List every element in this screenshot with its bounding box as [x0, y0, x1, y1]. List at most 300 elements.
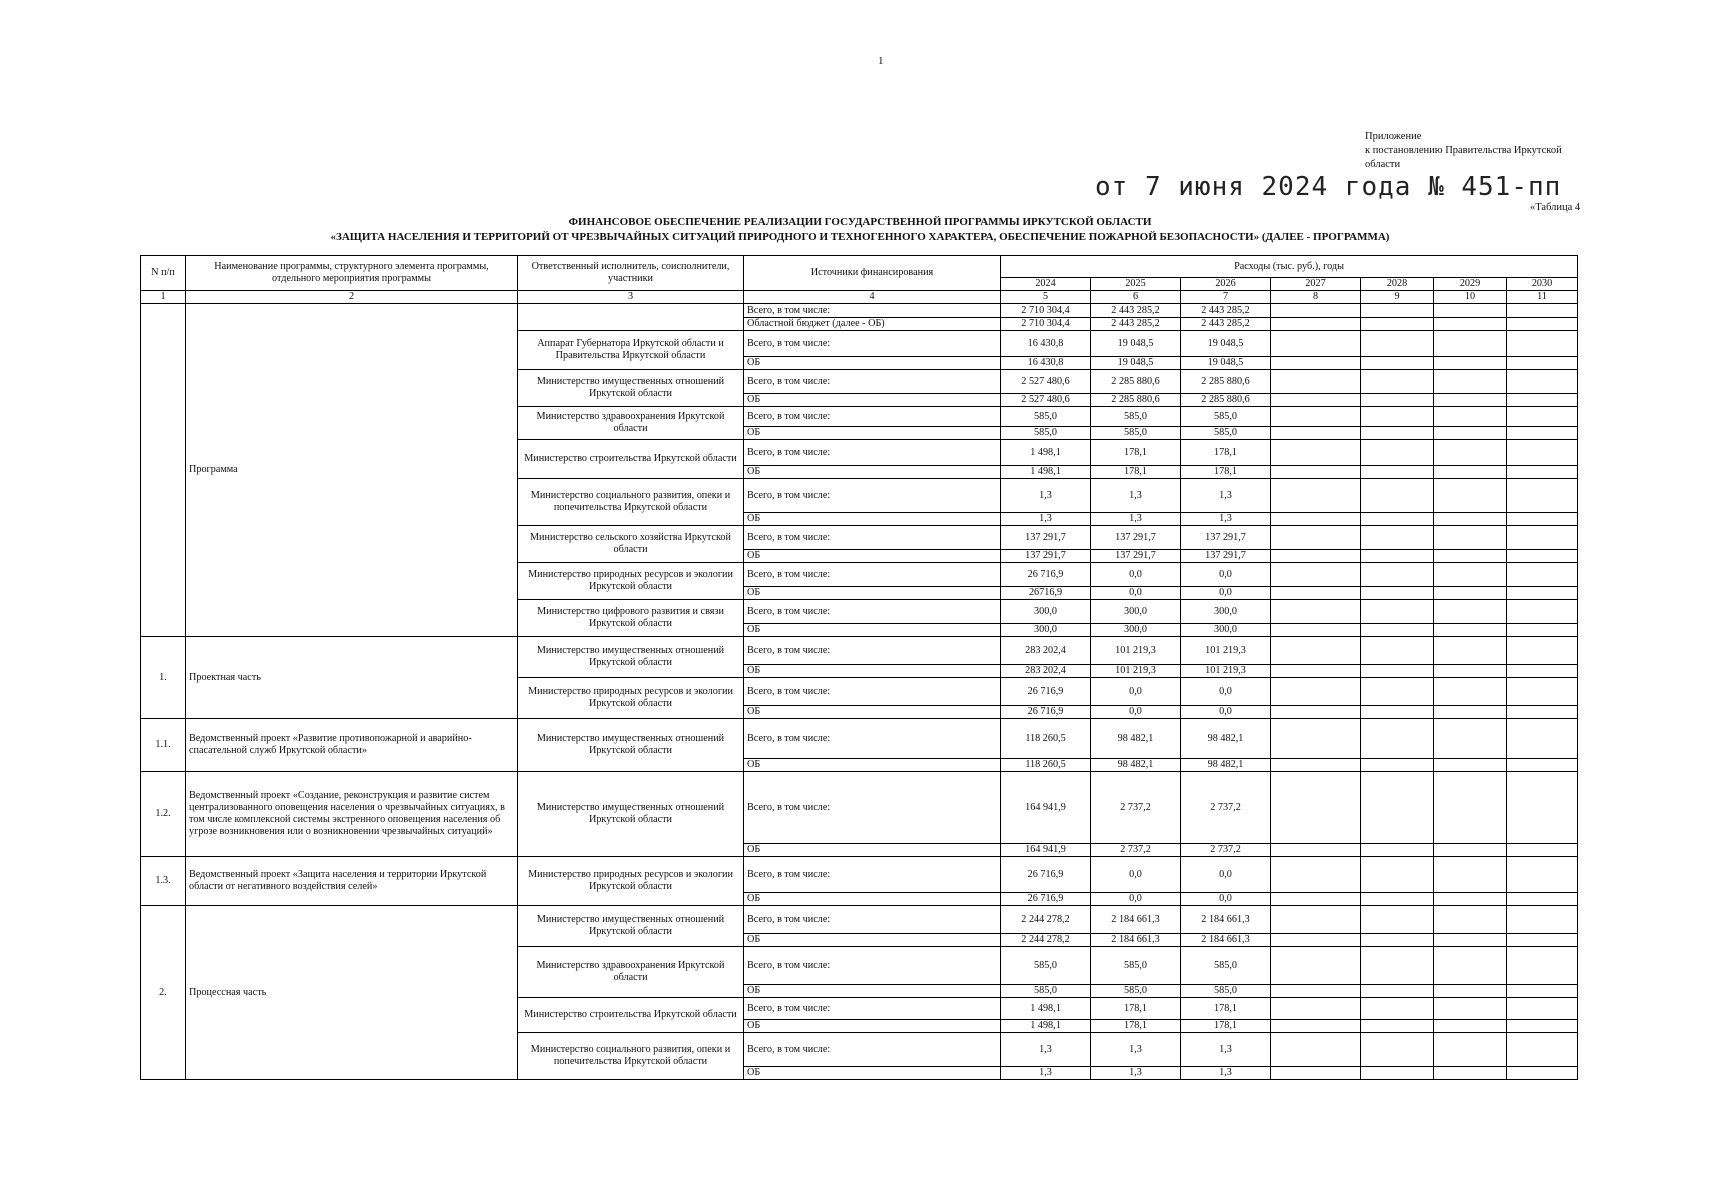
row-source: ОБ [744, 985, 1001, 998]
row-value [1361, 759, 1434, 772]
row-value [1271, 370, 1361, 394]
row-value [1507, 857, 1578, 893]
row-value: 137 291,7 [1181, 550, 1271, 563]
row-value: 19 048,5 [1181, 331, 1271, 357]
row-value [1271, 357, 1361, 370]
row-value [1434, 466, 1507, 479]
row-value [1434, 893, 1507, 906]
row-value: 585,0 [1091, 947, 1181, 985]
row-executor: Министерство сельского хозяйства Иркутской области [518, 526, 744, 563]
row-source: Всего, в том числе: [744, 637, 1001, 665]
row-value [1434, 600, 1507, 624]
row-value [1434, 947, 1507, 985]
row-executor [518, 304, 744, 331]
row-value [1507, 479, 1578, 513]
row-value [1434, 550, 1507, 563]
row-value: 585,0 [1001, 985, 1091, 998]
row-value: 16 430,8 [1001, 331, 1091, 357]
row-value: 137 291,7 [1091, 526, 1181, 550]
row-value [1271, 624, 1361, 637]
row-value [1271, 563, 1361, 587]
row-value: 0,0 [1181, 587, 1271, 600]
row-source: ОБ [744, 587, 1001, 600]
row-executor: Аппарат Губернатора Иркутской области и Правительства Иркутской области [518, 331, 744, 370]
row-source: Всего, в том числе: [744, 906, 1001, 934]
row-value: 178,1 [1091, 998, 1181, 1020]
row-value [1507, 331, 1578, 357]
column-number: 8 [1271, 291, 1361, 304]
row-value: 2 244 278,2 [1001, 934, 1091, 947]
row-value: 2 737,2 [1181, 844, 1271, 857]
row-value [1361, 600, 1434, 624]
row-source: ОБ [744, 550, 1001, 563]
row-value: 0,0 [1091, 678, 1181, 706]
row-value: 2 443 285,2 [1181, 304, 1271, 318]
row-value [1361, 985, 1434, 998]
row-value [1507, 394, 1578, 407]
row-value [1361, 719, 1434, 759]
row-value: 1,3 [1001, 1033, 1091, 1067]
row-executor: Министерство социального развития, опеки и попечительства Иркутской области [518, 1033, 744, 1080]
row-value [1271, 893, 1361, 906]
row-source: Всего, в том числе: [744, 479, 1001, 513]
row-value [1434, 857, 1507, 893]
row-value [1507, 985, 1578, 998]
row-value: 1,3 [1181, 1033, 1271, 1067]
row-value: 1,3 [1091, 479, 1181, 513]
row-value: 137 291,7 [1001, 526, 1091, 550]
row-value: 1,3 [1001, 479, 1091, 513]
row-source: ОБ [744, 1020, 1001, 1033]
row-value [1507, 1020, 1578, 1033]
row-value [1507, 1033, 1578, 1067]
row-value [1507, 759, 1578, 772]
table-row [141, 857, 1578, 893]
row-value: 178,1 [1181, 998, 1271, 1020]
row-executor: Министерство имущественных отношений Иркутской области [518, 906, 744, 947]
header-row [141, 256, 1578, 278]
row-value: 2 244 278,2 [1001, 906, 1091, 934]
row-value: 585,0 [1181, 427, 1271, 440]
document-title: ФИНАНСОВОЕ ОБЕСПЕЧЕНИЕ РЕАЛИЗАЦИИ ГОСУДАРСТВЕННОЙ ПРОГРАММЫ ИРКУТСКОЙ ОБЛАСТИ [568, 216, 1152, 228]
row-value [1434, 370, 1507, 394]
row-source: ОБ [744, 357, 1001, 370]
row-value [1434, 526, 1507, 550]
row-value [1434, 985, 1507, 998]
row-value: 2 443 285,2 [1181, 318, 1271, 331]
row-value: 19 048,5 [1181, 357, 1271, 370]
row-value: 585,0 [1181, 985, 1271, 998]
header-year: 2030 [1507, 278, 1578, 291]
row-value: 98 482,1 [1091, 719, 1181, 759]
row-value [1507, 587, 1578, 600]
row-value [1361, 678, 1434, 706]
row-source: ОБ [744, 934, 1001, 947]
row-value [1271, 479, 1361, 513]
row-value: 2 285 880,6 [1181, 394, 1271, 407]
row-source: ОБ [744, 427, 1001, 440]
row-value [1271, 427, 1361, 440]
row-value [1507, 893, 1578, 906]
row-value: 26 716,9 [1001, 857, 1091, 893]
row-value [1434, 1020, 1507, 1033]
row-value [1507, 407, 1578, 427]
row-value [1507, 624, 1578, 637]
row-value [1507, 427, 1578, 440]
row-value [1271, 587, 1361, 600]
row-source: Всего, в том числе: [744, 440, 1001, 466]
row-number: 1.3. [141, 857, 186, 906]
header-year: 2024 [1001, 278, 1091, 291]
row-value [1434, 407, 1507, 427]
table-row [141, 906, 1578, 934]
row-value: 585,0 [1091, 407, 1181, 427]
row-value [1434, 1067, 1507, 1080]
row-value [1434, 587, 1507, 600]
row-value [1271, 934, 1361, 947]
row-value: 26 716,9 [1001, 706, 1091, 719]
row-value [1361, 857, 1434, 893]
row-executor: Министерство здравоохранения Иркутской области [518, 407, 744, 440]
row-value [1507, 550, 1578, 563]
row-value: 137 291,7 [1091, 550, 1181, 563]
row-value [1507, 906, 1578, 934]
row-number: 2. [141, 906, 186, 1080]
page-number: 1 [878, 55, 884, 67]
row-value: 2 184 661,3 [1181, 906, 1271, 934]
row-number: 1.1. [141, 719, 186, 772]
row-value [1271, 407, 1361, 427]
row-value: 1 498,1 [1001, 440, 1091, 466]
row-value [1361, 550, 1434, 563]
row-source: ОБ [744, 624, 1001, 637]
row-source: Всего, в том числе: [744, 526, 1001, 550]
row-value [1271, 1067, 1361, 1080]
row-executor: Министерство природных ресурсов и экологии Иркутской области [518, 563, 744, 600]
row-value [1507, 318, 1578, 331]
row-value [1361, 427, 1434, 440]
row-source: Всего, в том числе: [744, 563, 1001, 587]
row-value [1361, 906, 1434, 934]
row-value: 19 048,5 [1091, 357, 1181, 370]
row-source: Всего, в том числе: [744, 304, 1001, 318]
row-value [1507, 706, 1578, 719]
row-executor: Министерство социального развития, опеки и попечительства Иркутской области [518, 479, 744, 526]
appendix-line: Приложение [1365, 131, 1422, 142]
row-value [1361, 304, 1434, 318]
row-value: 164 941,9 [1001, 844, 1091, 857]
table-row [141, 304, 1578, 318]
row-number: 1.2. [141, 772, 186, 857]
table-row [141, 719, 1578, 759]
row-name: Программа [186, 304, 518, 637]
row-source: Всего, в том числе: [744, 407, 1001, 427]
row-value: 26 716,9 [1001, 563, 1091, 587]
row-value [1434, 637, 1507, 665]
row-value: 585,0 [1091, 985, 1181, 998]
row-value: 300,0 [1091, 600, 1181, 624]
row-value: 1,3 [1091, 1033, 1181, 1067]
row-value [1507, 563, 1578, 587]
row-value [1434, 427, 1507, 440]
row-value [1434, 331, 1507, 357]
row-value [1271, 998, 1361, 1020]
row-value [1361, 893, 1434, 906]
header-name: Наименование программы, структурного элемента программы, отдельного мероприятия программы [186, 256, 518, 291]
row-value: 0,0 [1181, 563, 1271, 587]
row-value [1271, 600, 1361, 624]
row-value [1361, 1067, 1434, 1080]
row-name: Ведомственный проект «Защита населения и территории Иркутской области от негативного воздействия селей» [186, 857, 518, 906]
row-value: 178,1 [1181, 466, 1271, 479]
row-value: 0,0 [1181, 857, 1271, 893]
row-value [1507, 513, 1578, 526]
row-value: 2 710 304,4 [1001, 304, 1091, 318]
row-value [1507, 665, 1578, 678]
row-value [1434, 318, 1507, 331]
row-value: 2 184 661,3 [1091, 934, 1181, 947]
row-value [1507, 1067, 1578, 1080]
table-label: «Таблица 4 [1530, 202, 1581, 213]
row-value: 585,0 [1181, 407, 1271, 427]
row-value [1271, 1020, 1361, 1033]
row-value [1507, 719, 1578, 759]
row-source: ОБ [744, 706, 1001, 719]
row-value: 0,0 [1091, 587, 1181, 600]
row-value [1507, 637, 1578, 665]
row-value: 164 941,9 [1001, 772, 1091, 844]
row-executor: Министерство природных ресурсов и экологии Иркутской области [518, 678, 744, 719]
column-number: 5 [1001, 291, 1091, 304]
header-expenses: Расходы (тыс. руб.), годы [1001, 256, 1578, 278]
row-value: 178,1 [1091, 440, 1181, 466]
row-value: 26 716,9 [1001, 678, 1091, 706]
row-value: 137 291,7 [1001, 550, 1091, 563]
row-value: 101 219,3 [1091, 665, 1181, 678]
row-value [1507, 844, 1578, 857]
header-year: 2029 [1434, 278, 1507, 291]
row-value [1434, 759, 1507, 772]
row-executor: Министерство цифрового развития и связи Иркутской области [518, 600, 744, 637]
column-number: 7 [1181, 291, 1271, 304]
row-value: 98 482,1 [1181, 759, 1271, 772]
row-value [1507, 440, 1578, 466]
row-value: 2 184 661,3 [1091, 906, 1181, 934]
row-value [1271, 906, 1361, 934]
row-value [1361, 998, 1434, 1020]
row-name: Проектная часть [186, 637, 518, 719]
row-value [1271, 857, 1361, 893]
row-value [1361, 947, 1434, 985]
row-source: Всего, в том числе: [744, 719, 1001, 759]
row-value [1361, 637, 1434, 665]
row-value [1271, 1033, 1361, 1067]
row-value [1507, 600, 1578, 624]
column-number: 1 [141, 291, 186, 304]
row-executor: Министерство имущественных отношений Иркутской области [518, 772, 744, 857]
row-value: 1,3 [1091, 513, 1181, 526]
row-value: 2 285 880,6 [1091, 370, 1181, 394]
row-executor: Министерство имущественных отношений Иркутской области [518, 370, 744, 407]
row-value: 2 710 304,4 [1001, 318, 1091, 331]
row-value [1507, 304, 1578, 318]
row-value: 98 482,1 [1181, 719, 1271, 759]
row-value [1361, 1033, 1434, 1067]
row-value [1507, 466, 1578, 479]
appendix-note [1365, 130, 1595, 172]
row-value [1271, 304, 1361, 318]
column-number: 11 [1507, 291, 1578, 304]
row-value: 178,1 [1091, 1020, 1181, 1033]
row-value [1507, 998, 1578, 1020]
row-source: Всего, в том числе: [744, 998, 1001, 1020]
row-value [1361, 357, 1434, 370]
row-source: Всего, в том числе: [744, 331, 1001, 357]
row-value [1434, 357, 1507, 370]
row-value: 1,3 [1181, 1067, 1271, 1080]
row-value [1434, 304, 1507, 318]
row-value: 101 219,3 [1181, 637, 1271, 665]
row-value [1434, 394, 1507, 407]
column-number: 6 [1091, 291, 1181, 304]
row-value: 0,0 [1091, 857, 1181, 893]
row-value [1434, 440, 1507, 466]
row-value: 2 737,2 [1181, 772, 1271, 844]
row-source: ОБ [744, 394, 1001, 407]
row-value [1434, 719, 1507, 759]
header-year: 2026 [1181, 278, 1271, 291]
column-number: 10 [1434, 291, 1507, 304]
row-number [141, 304, 186, 637]
row-value [1271, 466, 1361, 479]
row-value [1434, 998, 1507, 1020]
row-value [1434, 844, 1507, 857]
row-value [1361, 772, 1434, 844]
row-value: 1,3 [1091, 1067, 1181, 1080]
row-value [1434, 678, 1507, 706]
row-value: 101 219,3 [1181, 665, 1271, 678]
appendix-line: области [1365, 159, 1401, 170]
row-value: 2 527 480,6 [1001, 394, 1091, 407]
row-value: 300,0 [1091, 624, 1181, 637]
row-value: 2 285 880,6 [1091, 394, 1181, 407]
row-source: ОБ [744, 466, 1001, 479]
row-value [1361, 587, 1434, 600]
row-value [1271, 440, 1361, 466]
row-value [1271, 844, 1361, 857]
row-value: 118 260,5 [1001, 719, 1091, 759]
row-source: ОБ [744, 893, 1001, 906]
row-source: Всего, в том числе: [744, 678, 1001, 706]
row-value [1271, 318, 1361, 331]
row-value: 26 716,9 [1001, 893, 1091, 906]
row-source: Всего, в том числе: [744, 772, 1001, 844]
row-value [1434, 906, 1507, 934]
row-value [1271, 637, 1361, 665]
header-num: N п/п [141, 256, 186, 291]
row-value: 0,0 [1181, 678, 1271, 706]
row-value: 2 443 285,2 [1091, 318, 1181, 331]
row-value [1271, 947, 1361, 985]
header-year: 2025 [1091, 278, 1181, 291]
row-value [1271, 772, 1361, 844]
row-number: 1. [141, 637, 186, 719]
row-value: 2 443 285,2 [1091, 304, 1181, 318]
row-value: 19 048,5 [1091, 331, 1181, 357]
row-value [1271, 759, 1361, 772]
row-value [1434, 624, 1507, 637]
row-value: 26716,9 [1001, 587, 1091, 600]
row-value [1507, 934, 1578, 947]
row-value: 1,3 [1181, 513, 1271, 526]
row-value: 0,0 [1181, 893, 1271, 906]
row-executor: Министерство строительства Иркутской области [518, 998, 744, 1033]
document-subtitle: «ЗАЩИТА НАСЕЛЕНИЯ И ТЕРРИТОРИЙ ОТ ЧРЕЗВЫЧАЙНЫХ СИТУАЦИЙ ПРИРОДНОГО И ТЕХНОГЕННОГО ХАРАКТЕРА, ОБЕСПЕЧЕНИЕ ПОЖАРНОЙ БЕЗОПАСНОСТИ» (ДАЛЕЕ - ПРОГРАММА) [330, 231, 1390, 243]
column-number: 2 [186, 291, 518, 304]
row-value [1434, 563, 1507, 587]
row-source: ОБ [744, 1067, 1001, 1080]
row-value [1434, 706, 1507, 719]
row-value [1507, 526, 1578, 550]
row-value [1361, 1020, 1434, 1033]
row-value [1361, 440, 1434, 466]
row-value [1507, 357, 1578, 370]
row-value: 1,3 [1181, 479, 1271, 513]
row-executor: Министерство природных ресурсов и экологии Иркутской области [518, 857, 744, 906]
row-value: 0,0 [1181, 706, 1271, 719]
row-value: 1,3 [1001, 1067, 1091, 1080]
column-number-row [141, 291, 1578, 304]
row-value [1271, 526, 1361, 550]
row-value [1271, 513, 1361, 526]
row-value: 2 527 480,6 [1001, 370, 1091, 394]
row-source: ОБ [744, 759, 1001, 772]
row-source: ОБ [744, 513, 1001, 526]
row-source: ОБ [744, 665, 1001, 678]
row-value [1434, 772, 1507, 844]
row-value: 101 219,3 [1091, 637, 1181, 665]
financing-table [140, 255, 1578, 1080]
table-row [141, 772, 1578, 844]
column-number: 4 [744, 291, 1001, 304]
row-value: 2 285 880,6 [1181, 370, 1271, 394]
row-executor: Министерство имущественных отношений Иркутской области [518, 637, 744, 678]
row-value: 1,3 [1001, 513, 1091, 526]
header-executor: Ответственный исполнитель, соисполнители, участники [518, 256, 744, 291]
header-year: 2027 [1271, 278, 1361, 291]
row-value: 2 737,2 [1091, 844, 1181, 857]
row-value [1271, 678, 1361, 706]
row-source: Всего, в том числе: [744, 370, 1001, 394]
row-value: 283 202,4 [1001, 665, 1091, 678]
row-value [1434, 513, 1507, 526]
row-value [1434, 1033, 1507, 1067]
row-value [1507, 678, 1578, 706]
row-value: 98 482,1 [1091, 759, 1181, 772]
appendix-line: к постановлению Правительства Иркутской [1365, 145, 1562, 156]
row-value [1361, 624, 1434, 637]
row-value [1361, 563, 1434, 587]
row-value: 178,1 [1181, 440, 1271, 466]
row-value [1434, 665, 1507, 678]
row-source: Областной бюджет (далее - ОБ) [744, 318, 1001, 331]
row-value [1271, 706, 1361, 719]
row-value: 2 737,2 [1091, 772, 1181, 844]
row-value [1271, 985, 1361, 998]
row-value [1271, 394, 1361, 407]
row-value: 283 202,4 [1001, 637, 1091, 665]
row-value: 585,0 [1001, 947, 1091, 985]
